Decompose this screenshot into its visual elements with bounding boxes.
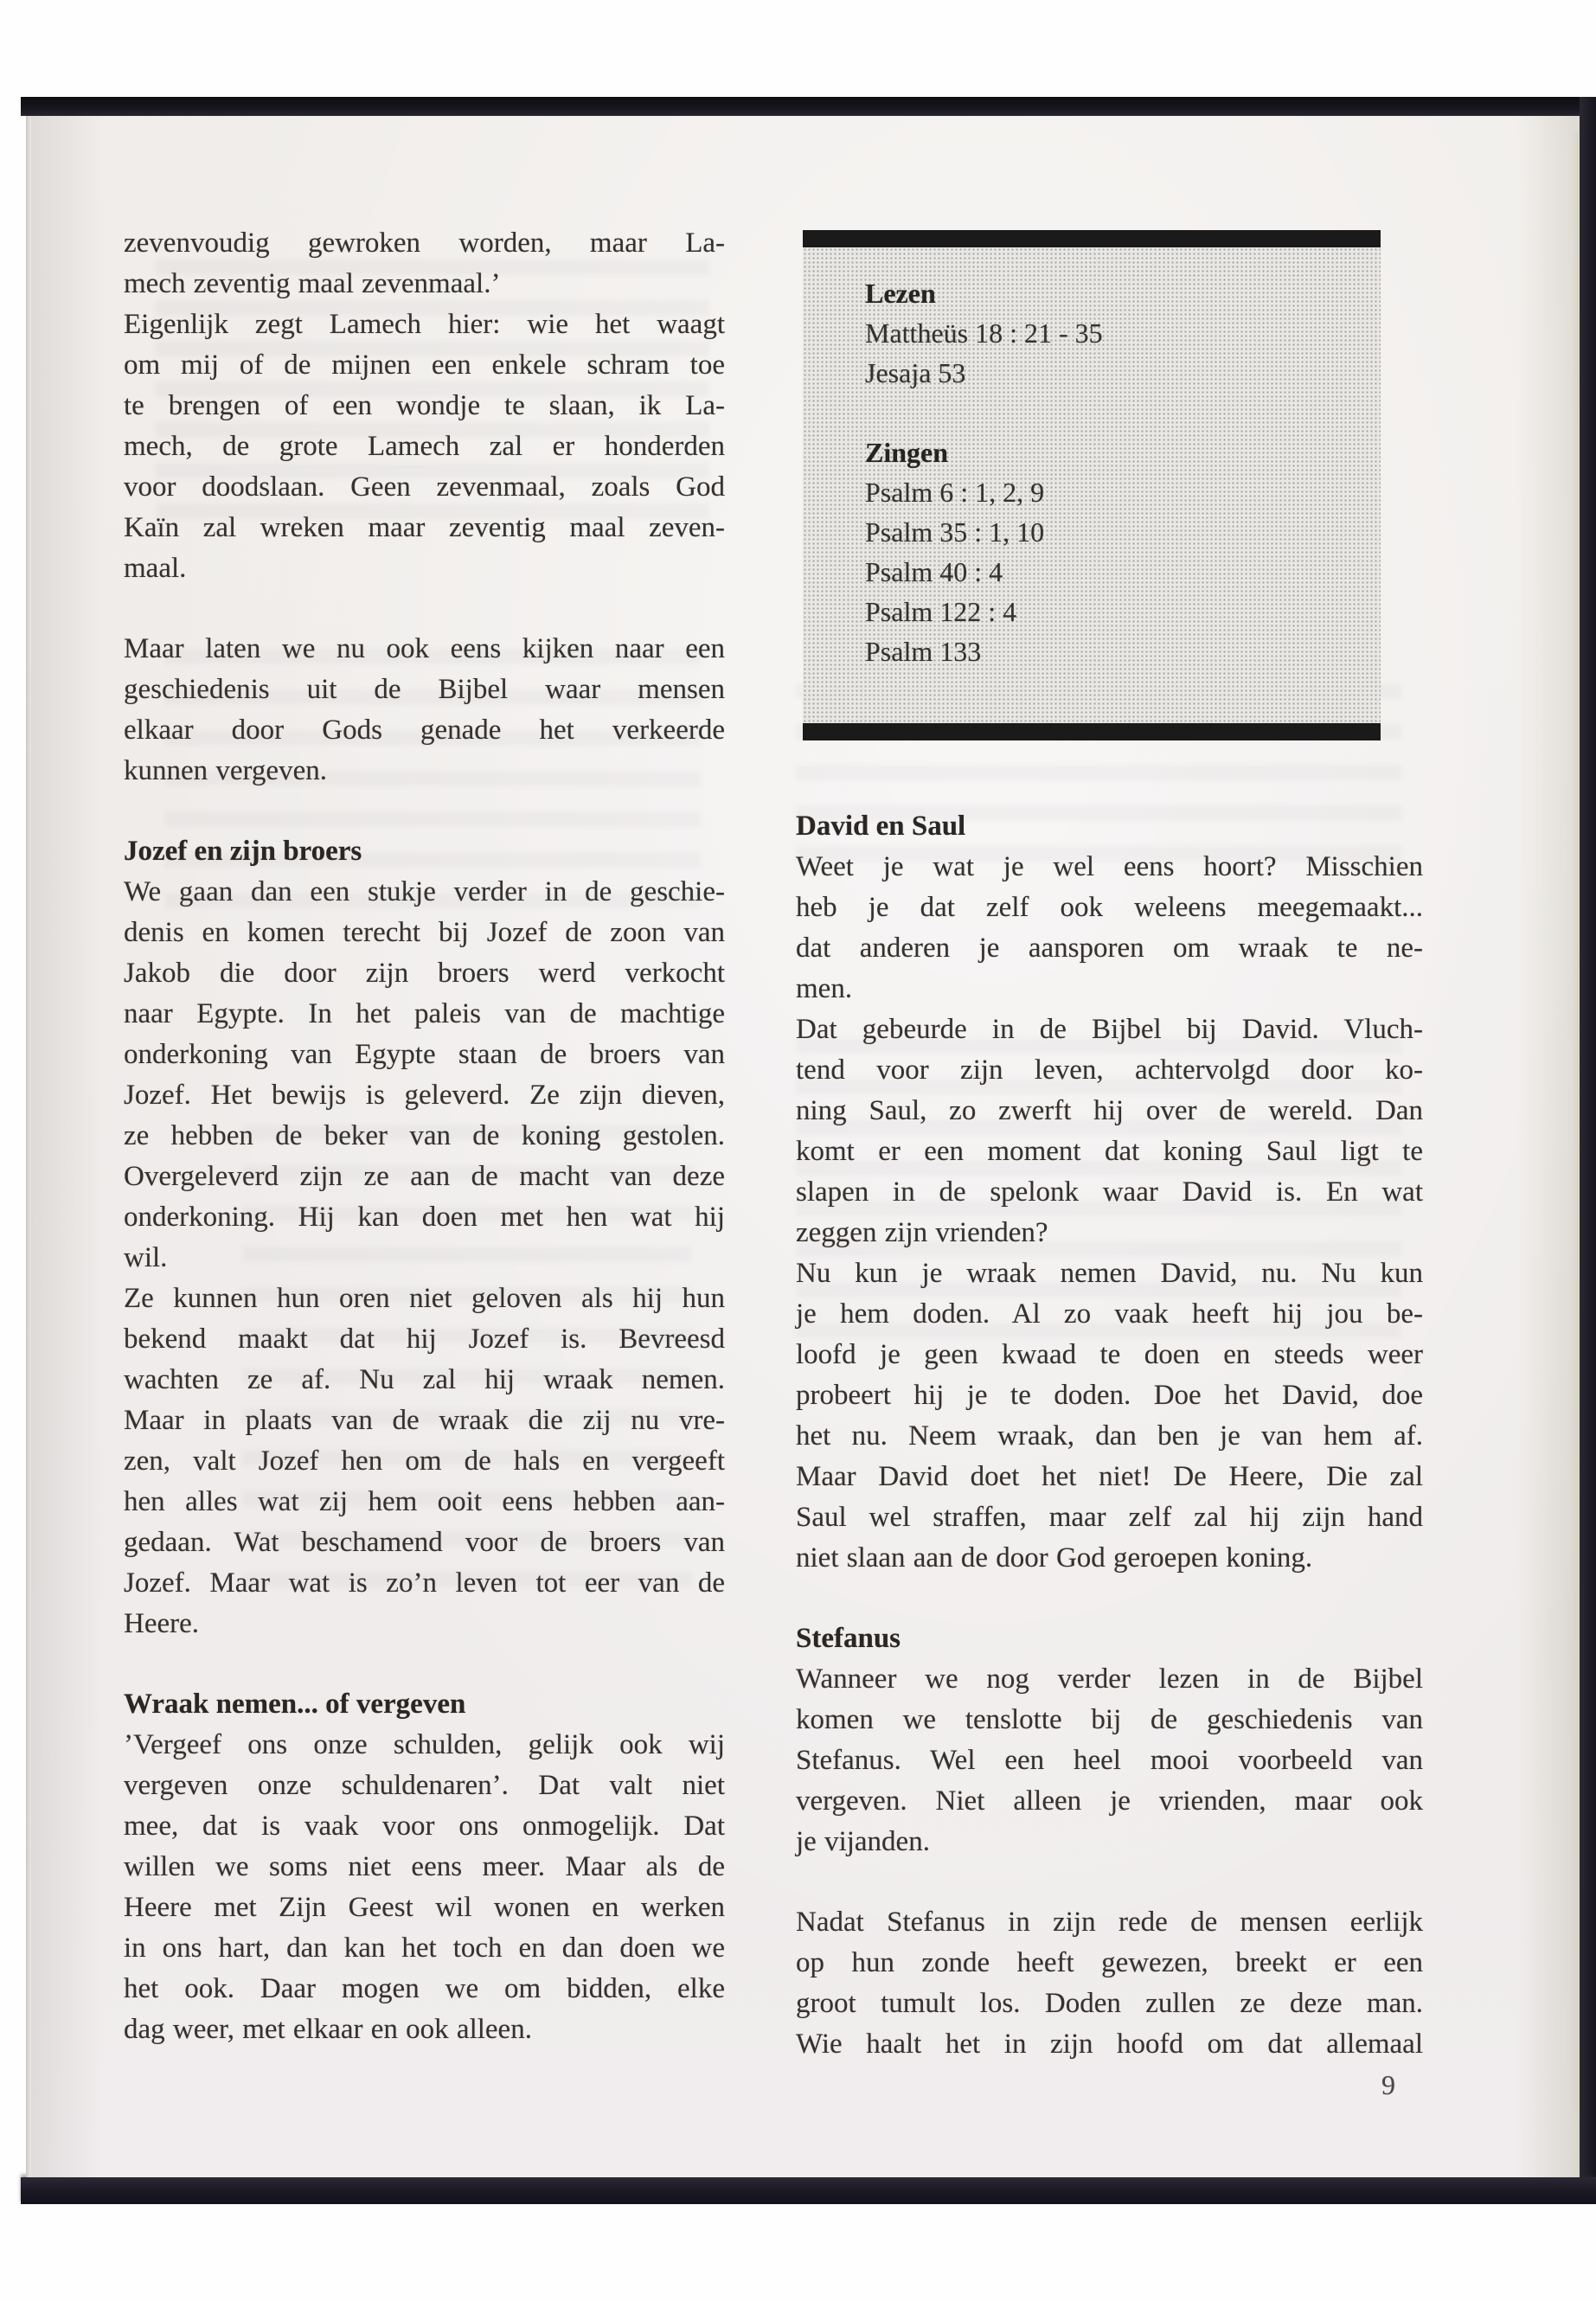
panel-item: Psalm 6 : 1, 2, 9	[865, 477, 1045, 508]
text-line: wil.	[124, 1242, 168, 1273]
page-paper	[26, 116, 1580, 2177]
text-line: Nadat Stefanus in zijn rede de mensen eerlijk	[796, 1907, 1423, 1938]
text-line: slapen in de spelonk waar David is. En wat	[796, 1176, 1423, 1208]
text-line: Nu kun je wraak nemen David, nu. Nu kun	[796, 1258, 1423, 1289]
panel-item: Psalm 35 : 1, 10	[865, 516, 1045, 548]
text-line: ’Vergeef ons onze schulden, gelijk ook wij	[124, 1729, 725, 1760]
text-line: zeggen zijn vrienden?	[796, 1217, 1048, 1248]
text-line: mech zeventig maal zevenmaal.’	[124, 268, 501, 299]
text-line: geschiedenis uit de Bijbel waar mensen	[124, 674, 725, 705]
section-heading: David en Saul	[796, 811, 966, 842]
paragraph	[796, 1902, 1423, 2065]
text-line: denis en komen terecht bij Jozef de zoon van	[124, 917, 725, 948]
text-line: op hun zonde heeft gewezen, breekt er een	[796, 1947, 1423, 1978]
text-line: probeert hij je te doden. Doe het David, doe	[796, 1380, 1423, 1411]
section-heading: Stefanus	[796, 1623, 901, 1654]
text-line: vergeven. Niet alleen je vrienden, maar ook	[796, 1785, 1423, 1817]
panel-item: Psalm 122 : 4	[865, 596, 1017, 627]
text-line: men.	[796, 973, 853, 1004]
text-line: om mij of de mijnen een enkele schram toe	[124, 349, 725, 381]
text-line: Wanneer we nog verder lezen in de Bijbel	[796, 1663, 1423, 1695]
text-line: Maar David doet het niet! De Heere, Die zal	[796, 1461, 1423, 1492]
text-line: gedaan. Wat beschamend voor de broers van	[124, 1527, 725, 1558]
text-line: Kaïn zal wreken maar zeventig maal zeven-	[124, 512, 725, 543]
text-line: Stefanus. Wel een heel mooi voorbeeld van	[796, 1745, 1423, 1776]
text-line: onderkoning. Hij kan doen met hen wat hij	[124, 1202, 725, 1233]
text-line: loofd je geen kwaad te doen en steeds weer	[796, 1339, 1423, 1370]
paragraph-gap	[796, 1862, 1423, 1902]
text-line: vergeven onze schuldenaren’. Dat valt niet	[124, 1770, 725, 1801]
text-line: mee, dat is vaak voor ons onmogelijk. Dat	[124, 1811, 725, 1842]
text-line: ze hebben de beker van de koning gestolen.	[124, 1120, 725, 1151]
text-line: Wie haalt het in zijn hoofd om dat allemaal	[796, 2029, 1423, 2060]
paragraph-gap	[124, 792, 725, 831]
text-line: naar Egypte. In het paleis van de machtige	[124, 998, 725, 1029]
text-line: bekend maakt dat hij Jozef is. Bevreesd	[124, 1324, 725, 1355]
text-line: Jakob die door zijn broers werd verkocht	[124, 958, 725, 989]
text-line: elkaar door Gods genade het verkeerde	[124, 715, 725, 746]
text-line: niet slaan aan de door God geroepen koning.	[796, 1542, 1313, 1574]
text-line: dag weer, met elkaar en ook alleen.	[124, 2014, 532, 2045]
binding-shadow	[26, 116, 32, 2177]
panel-item: Jesaja 53	[865, 357, 966, 388]
text-line: ning Saul, zo zwerft hij over de wereld. Dan	[796, 1095, 1423, 1126]
text-line: dat anderen je aansporen om wraak te ne-	[796, 933, 1423, 964]
text-line: Jozef. Maar wat is zo’n leven tot eer van de	[124, 1567, 725, 1599]
text-line: Heere.	[124, 1608, 200, 1639]
page-edge	[1572, 131, 1579, 2111]
text-line: Jozef. Het bewijs is geleverd. Ze zijn dieven,	[124, 1080, 725, 1111]
panel-section-heading: Zingen	[865, 437, 949, 468]
text-line: groot tumult los. Doden zullen ze deze man.	[796, 1988, 1423, 2019]
left-column	[124, 223, 725, 2050]
text-line: je vijanden.	[796, 1826, 930, 1857]
text-line: wachten ze af. Nu zal hij wraak nemen.	[124, 1364, 725, 1395]
text-line: Weet je wat je wel eens hoort? Misschien	[796, 851, 1423, 882]
text-line: in ons hart, dan kan het toch en dan doen we	[124, 1932, 725, 1964]
section-heading: Wraak nemen... of vergeven	[124, 1689, 466, 1720]
text-line: Heere met Zijn Geest wil wonen en werken	[124, 1892, 725, 1923]
section-heading: Jozef en zijn broers	[124, 836, 362, 867]
paragraph	[124, 1725, 725, 2050]
paragraph-gap	[796, 1579, 1423, 1618]
panel-bottom-bar	[803, 723, 1381, 740]
panel-section-gap	[865, 393, 1355, 433]
text-line: het ook. Daar mogen we om bidden, elke	[124, 1973, 725, 2004]
text-line: maal.	[124, 553, 187, 584]
text-line: We gaan dan een stukje verder in de geschie-	[124, 876, 725, 907]
text-line: Maar laten we nu ook eens kijken naar een	[124, 633, 725, 664]
text-line: tend voor zijn leven, achtervolgd door ko-	[796, 1054, 1423, 1086]
paragraph-gap	[796, 740, 1423, 806]
text-line: komen we tenslotte bij de geschiedenis van	[796, 1704, 1423, 1735]
paragraph-gap	[124, 589, 725, 629]
paragraph	[124, 872, 725, 1644]
text-line: Eigenlijk zegt Lamech hier: wie het waagt	[124, 309, 725, 340]
text-line: Overgeleverd zijn ze aan de macht van deze	[124, 1161, 725, 1192]
paragraph-gap	[124, 1644, 725, 1684]
panel-top-bar	[803, 230, 1381, 247]
panel-section-heading: Lezen	[865, 278, 936, 309]
text-line: onderkoning van Egypte staan de broers van	[124, 1039, 725, 1070]
text-line: te brengen of een wondje te slaan, ik La-	[124, 390, 725, 421]
panel-item: Psalm 133	[865, 636, 982, 667]
paragraph	[796, 847, 1423, 1579]
panel-item: Psalm 40 : 4	[865, 556, 1003, 587]
right-column	[796, 230, 1423, 2065]
text-line: zen, valt Jozef hen om de hals en vergeeft	[124, 1445, 725, 1477]
text-line: heb je dat zelf ook weleens meegemaakt...	[796, 892, 1423, 923]
panel-item: Mattheüs 18 : 21 - 35	[865, 317, 1103, 349]
text-line: Saul wel straffen, maar zelf zal hij zijn hand	[796, 1502, 1423, 1533]
text-line: kunnen vergeven.	[124, 755, 327, 786]
text-line: je hem doden. Al zo vaak heeft hij jou be-	[796, 1298, 1423, 1330]
text-line: mech, de grote Lamech zal er honderden	[124, 431, 725, 462]
text-line: Ze kunnen hun oren niet geloven als hij hun	[124, 1283, 725, 1314]
book-cover-bottom-edge	[21, 2177, 1596, 2204]
text-line: het nu. Neem wraak, dan ben je van hem af.	[796, 1420, 1423, 1452]
panel-body	[803, 247, 1381, 723]
text-line: voor doodslaan. Geen zevenmaal, zoals God	[124, 471, 725, 503]
book-cover-top-edge	[21, 97, 1596, 116]
text-line: zevenvoudig gewroken worden, maar La-	[124, 228, 725, 259]
text-line: hen alles wat zij hem ooit eens hebben aan-	[124, 1486, 725, 1517]
text-line: willen we soms niet eens meer. Maar als de	[124, 1851, 725, 1882]
text-line: Dat gebeurde in de Bijbel bij David. Vluch-	[796, 1014, 1423, 1045]
lezen-zingen-panel	[803, 230, 1381, 740]
book-cover-right-edge	[1580, 97, 1596, 2204]
paragraph	[124, 629, 725, 792]
paragraph	[796, 1659, 1423, 1862]
page-number: 9	[1381, 2069, 1395, 2100]
paragraph	[124, 223, 725, 589]
text-line: komt er een moment dat koning Saul ligt te	[796, 1136, 1423, 1167]
text-line: Maar in plaats van de wraak die zij nu vre-	[124, 1405, 725, 1436]
